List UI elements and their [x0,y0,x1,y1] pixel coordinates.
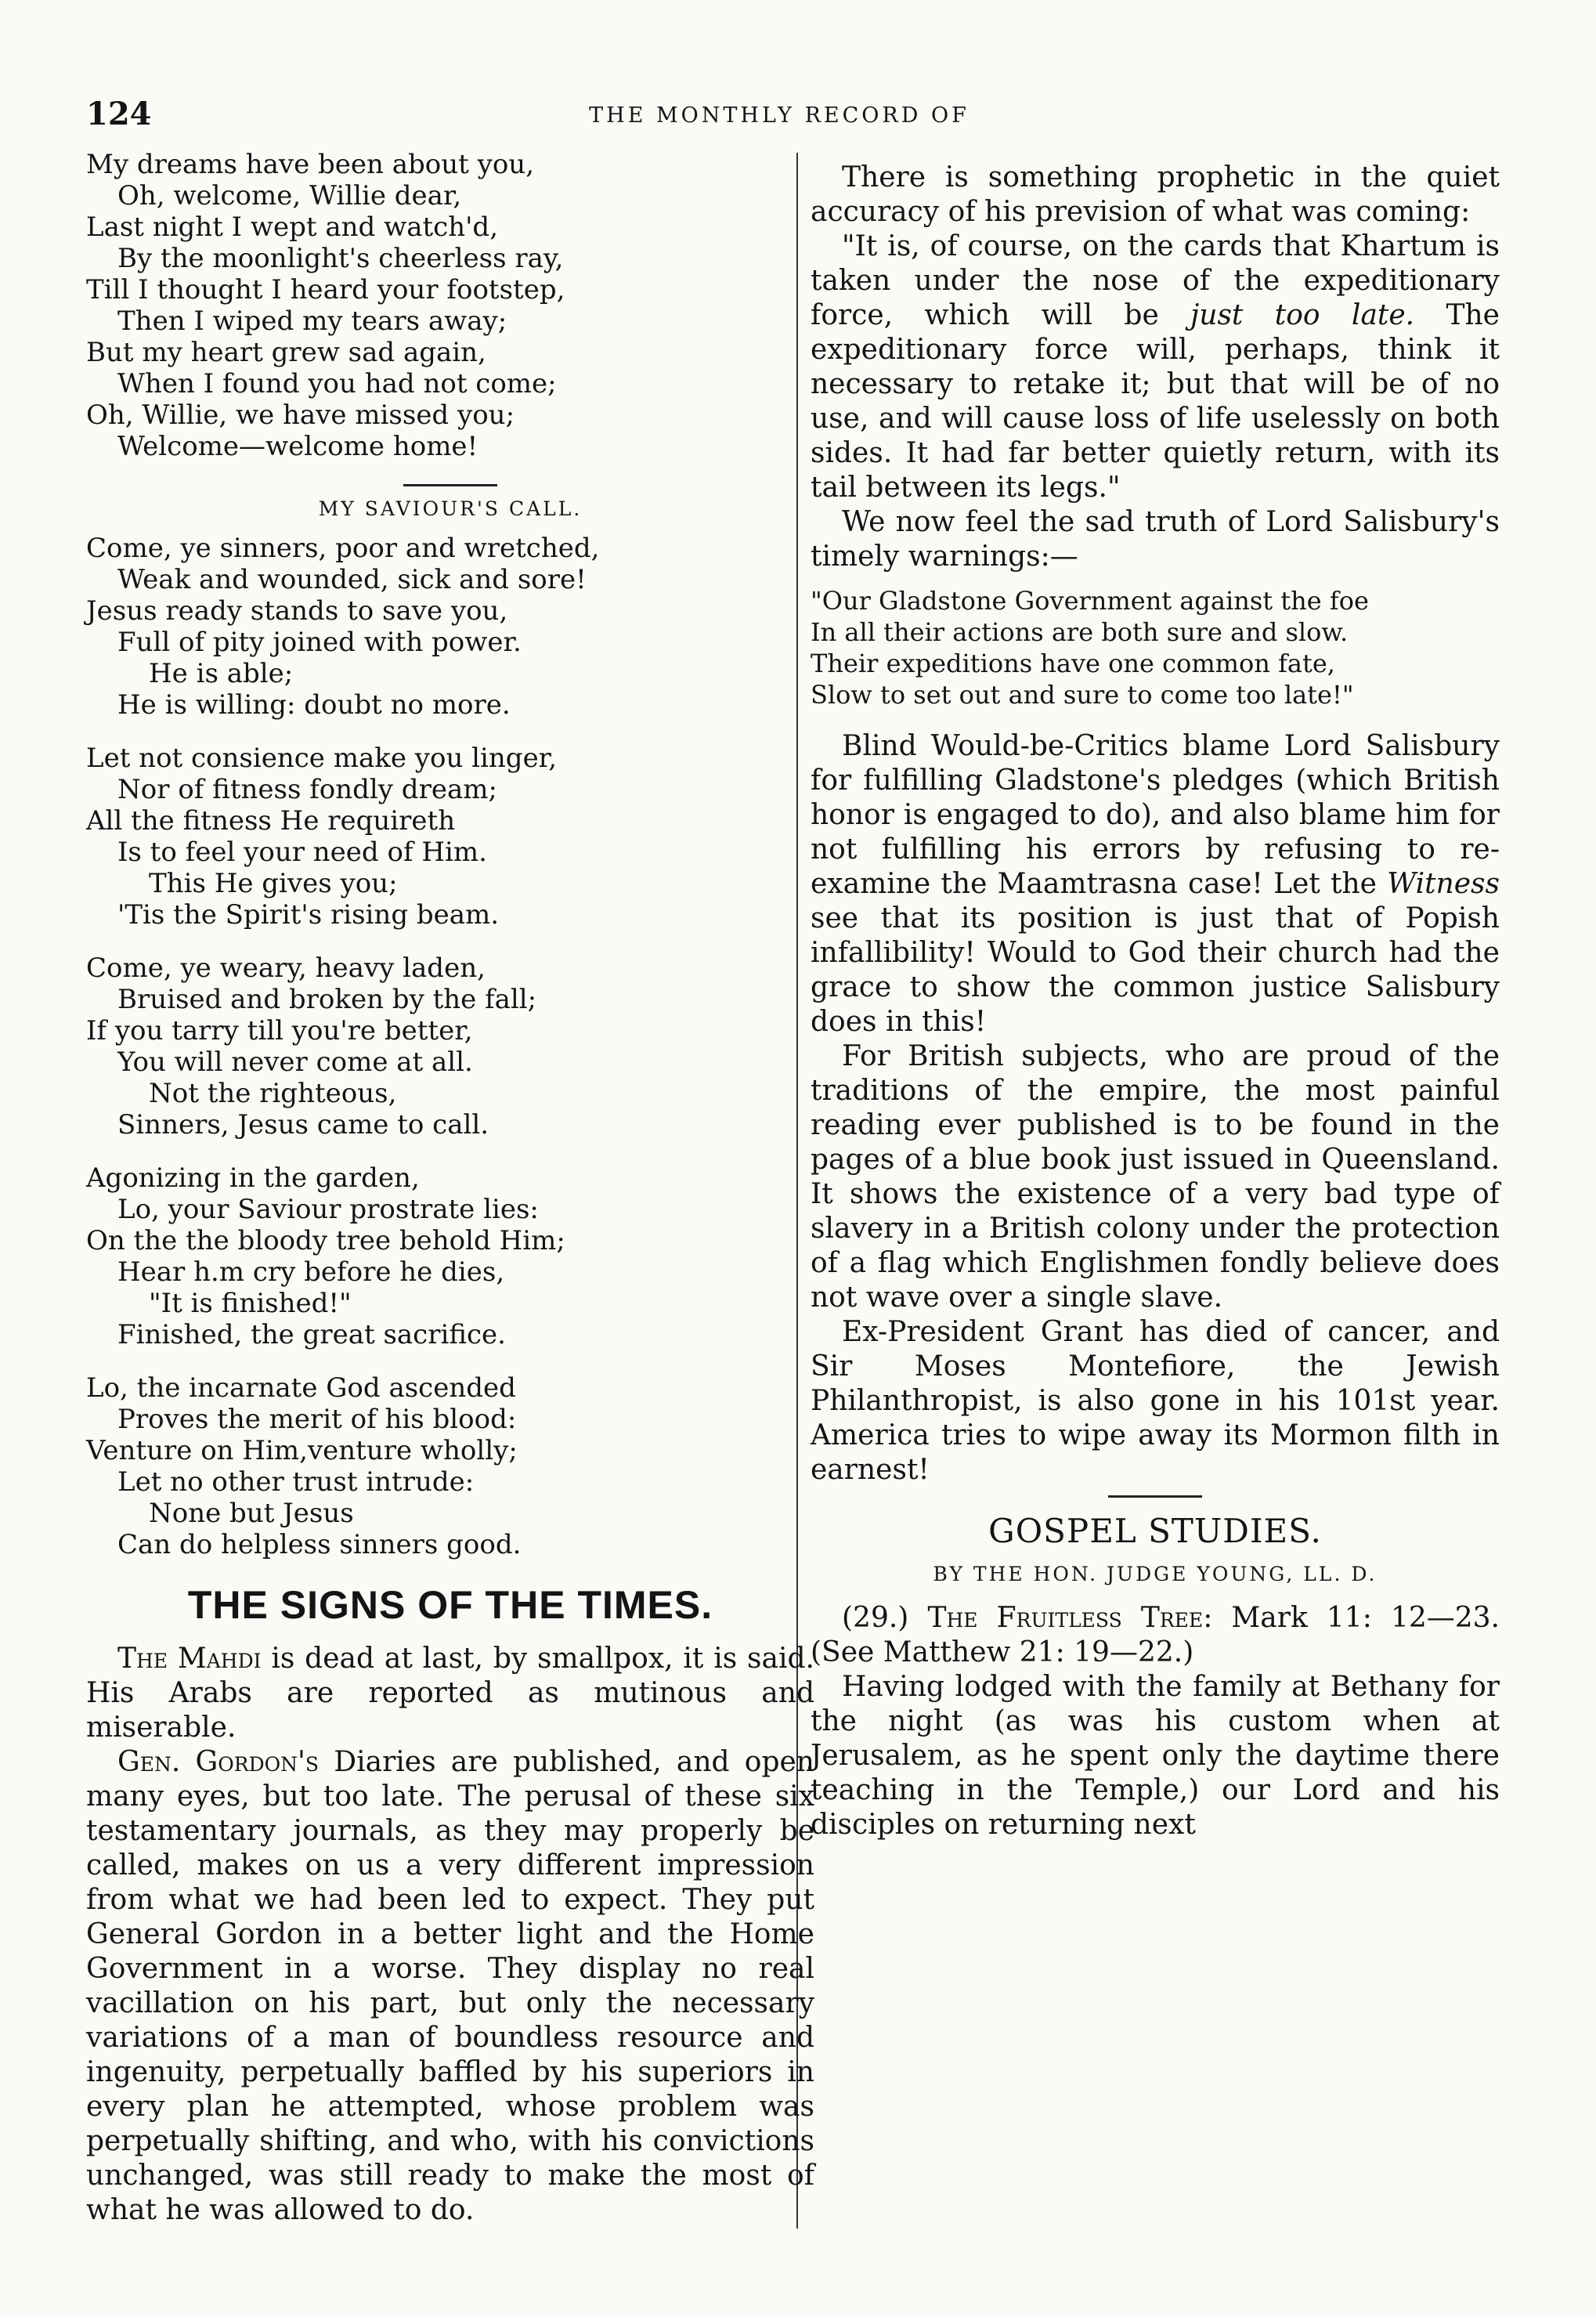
paragraph: We now feel the sad truth of Lord Salisbury's timely warnings:— [811,506,1500,573]
paragraph-text: is dead at last, by smallpox, it is said. His Arabs are reported as mutinous and miserable. [86,1643,814,1744]
poem-line: Lo, the incarnate God ascended [86,1372,516,1404]
poem-line: Nor of fitness fondly dream; [117,774,497,805]
paragraph-text: Blind Would-be-Critics blame Lord Salisbury for fulfilling Gladstone's pledges (which British honor is engaged to do), and also blame him for not fulfilling his errors by refusing to re-examine the Maamtrasna case! Let the [811,730,1500,900]
paragraph: For British subjects, who are proud of the traditions of the empire, the most painful reading ever published is to be found in the pages of a blue book just issued in Queensland. It shows the existence of a very bad type of slavery in a British colony under the protection of a flag which Englishmen fondly believe does not wave over a single slave. [811,1040,1500,1314]
page-number: 124 [86,96,152,132]
poem-willie [86,149,814,462]
paragraph [811,729,1500,1039]
poem-line: Hear h.m cry before he dies, [117,1256,505,1288]
byline: BY THE HON. JUDGE YOUNG, LL. D. [933,1563,1378,1585]
poem-line: All the fitness He requireth [86,805,456,837]
poem-line: Venture on Him,venture wholly; [86,1435,518,1466]
poem-line: When I found you had not come; [117,368,557,399]
section-title-gospel: GOSPEL STUDIES. [988,1512,1322,1550]
quote-line: In all their actions are both sure and slow. [811,617,1349,647]
quote-line: Slow to set out and sure to come too late!" [811,680,1354,710]
paragraph [811,1601,1500,1670]
poem-line: He is able; [149,658,294,689]
poem-line: None but Jesus [149,1498,354,1529]
poem-line: Weak and wounded, sick and sore! [117,564,587,595]
poem-line: Sinners, Jesus came to call. [117,1109,489,1140]
italic-text: just too late. [1190,299,1415,331]
poem-line: Jesus ready stands to save you, [86,595,508,627]
poem-line: Full of pity joined with power. [117,627,522,658]
poem-line: Is to feel your need of Him. [117,837,487,868]
stanza [86,1162,814,1350]
salisbury-quote [811,585,1500,710]
stanza [86,743,814,931]
stanza [86,1372,814,1560]
poem-line: Bruised and broken by the fall; [117,984,537,1015]
poem-line: Proves the merit of his blood: [117,1404,517,1435]
lead-in: The Mahdi [117,1643,262,1675]
italic-text: Witness [1387,868,1500,900]
section-divider [1108,1495,1202,1498]
poem-line: But my heart grew sad again, [86,337,486,368]
right-column [811,161,1500,1842]
paragraph: There is something prophetic in the quiet accuracy of his prevision of what was coming: [811,161,1500,228]
poem-line: Let not consience make you linger, [86,743,558,774]
poem-line: Then I wiped my tears away; [117,305,507,337]
poem-line: Lo, your Saviour prostrate lies: [117,1194,539,1225]
poem-line: This He gives you; [149,868,398,899]
poem-line: Oh, welcome, Willie dear, [117,180,462,211]
running-head: THE MONTHLY RECORD OF [589,103,970,128]
paragraph [86,1642,814,1745]
poem-line: Not the righteous, [149,1078,397,1109]
poem-line: Come, ye weary, heavy laden, [86,952,486,984]
paragraph [811,230,1500,505]
section-title-signs: THE SIGNS OF THE TIMES. [187,1583,713,1627]
page-header [86,96,1472,143]
poem-line: You will never come at all. [117,1046,473,1078]
paragraph-text: see that its position is just that of Popish infallibility! Would to God their church had the grace to show the common justice Salisbury does in this! [811,902,1500,1038]
poem-saviours-call [86,533,814,1560]
paragraph: Ex-President Grant has died of cancer, and Sir Moses Montefiore, the Jewish Philanthropist, is also gone in his 101st year. America tries to wipe away its Mormon filth in earnest! [811,1316,1500,1486]
paragraph-text: The expeditionary force will, perhaps, think it necessary to retake it; but that will be of no use, and will cause loss of life uselessly on both sides. It had far better quietly return, with its tail between its legs." [811,299,1500,504]
paragraph-text: "It is, of course, on the cards that Khartum is taken under the nose of the expeditionary force, which will be [811,230,1500,331]
paragraph: Having lodged with the family at Bethany for the night (as was his custom when at Jerusalem, as he spent only the daytime there teaching in the Temple,) our Lord and his disciples on returning next [811,1671,1500,1841]
quote-line: "Our Gladstone Government against the foe [811,586,1369,616]
poem-line: Can do helpless sinners good. [117,1529,522,1560]
paragraph-text: : Mark 11: 12—23. (See Matthew 21: 19—22.) [811,1602,1500,1668]
study-title: The Fruitless Tree [927,1602,1204,1634]
poem-line: By the moonlight's cheerless ray, [117,243,564,274]
paragraph-text: Diaries are published, and open many eyes, but too late. The perusal of these six testamentary journals, as they may properly be called, makes on us a very different impression from what we had been led to expect. They put General Gordon in a better light and the Home Government in a worse. They display no real vacillation on his part, but only the necessary variations of a man of boundless resource and ingenuity, perpetually baffled by his superiors in every plan he attempted, whose problem was perpetually shifting, and who, with his convictions unchanged, was still ready to make the most of what he was allowed to do. [86,1746,814,2226]
poem-line: He is willing: doubt no more. [117,689,511,721]
poem-line: On the the bloody tree behold Him; [86,1225,565,1256]
poem-line: If you tarry till you're better, [86,1015,473,1046]
poem-line: Finished, the great sacrifice. [117,1319,506,1350]
section-divider [403,484,497,486]
paragraph [86,1745,814,2228]
poem-line: Let no other trust intrude: [117,1466,475,1498]
poem-line: Welcome—welcome home! [117,431,478,462]
lead-in: Gen. Gordon's [117,1746,320,1778]
poem-line: Till I thought I heard your footstep, [86,274,565,305]
stanza [86,952,814,1140]
poem-line: "It is finished!" [149,1288,352,1319]
left-column [86,149,814,2228]
stanza [86,533,814,721]
poem-title: MY SAVIOUR'S CALL. [318,497,583,520]
poem-line: Oh, Willie, we have missed you; [86,399,515,431]
poem-line: Agonizing in the garden, [86,1162,420,1194]
poem-line: Come, ye sinners, poor and wretched, [86,533,600,564]
poem-line: Last night I wept and watch'd, [86,211,499,243]
poem-line: My dreams have been about you, [86,149,535,180]
quote-line: Their expeditions have one common fate, [811,649,1335,678]
poem-line: 'Tis the Spirit's rising beam. [117,899,500,931]
study-number: (29.) [842,1602,909,1634]
